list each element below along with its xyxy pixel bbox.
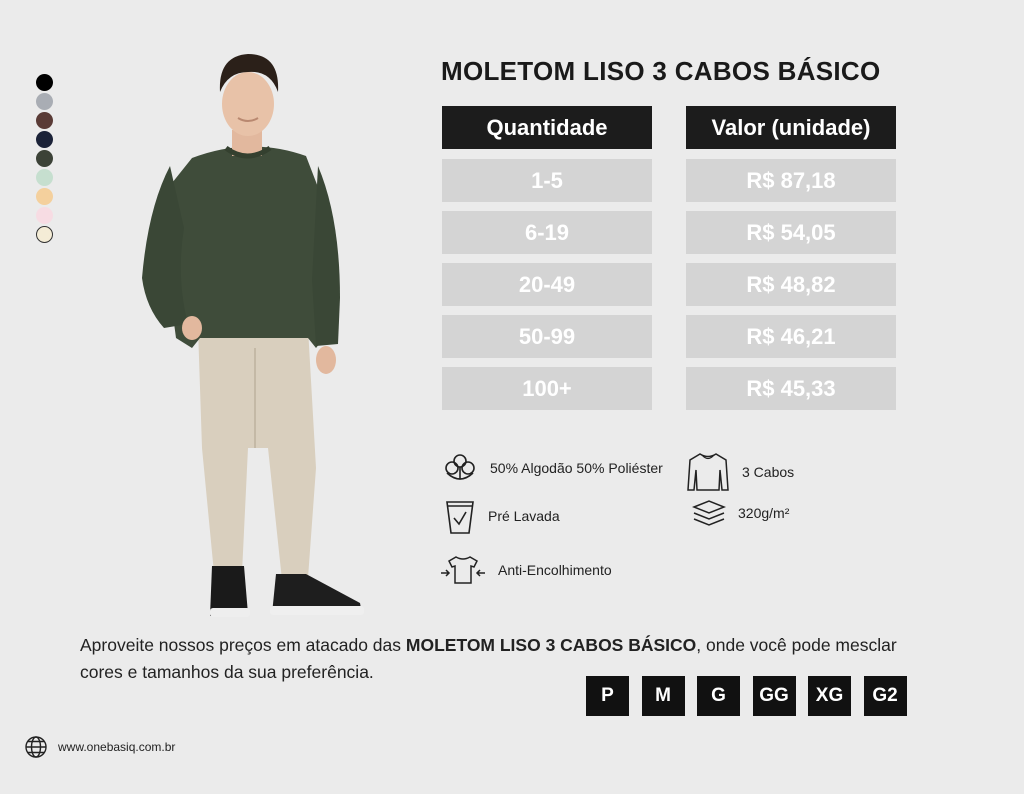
color-swatch[interactable]	[36, 74, 53, 91]
color-swatches	[36, 74, 54, 245]
layers-icon	[692, 499, 726, 527]
color-swatch[interactable]	[36, 226, 53, 243]
promo-text-end: , onde você pode mesclar cores e tamanhos da sua preferência.	[80, 635, 897, 682]
size-gg[interactable]: GG	[753, 676, 796, 716]
color-swatch[interactable]	[36, 112, 53, 129]
qty-cell: 6-19	[442, 211, 652, 254]
product-title: MOLETOM LISO 3 CABOS BÁSICO	[441, 56, 881, 86]
size-g2[interactable]: G2	[864, 676, 907, 716]
website-url[interactable]: www.onebasiq.com.br	[58, 740, 176, 754]
header-quantity: Quantidade	[442, 106, 652, 149]
size-g[interactable]: G	[697, 676, 740, 716]
feature-shrink	[440, 553, 612, 587]
color-swatch[interactable]	[36, 188, 53, 205]
feature-weight-label: 320g/m²	[738, 505, 790, 521]
qty-cell: 1-5	[442, 159, 652, 202]
feature-weight	[692, 499, 789, 527]
size-p[interactable]: P	[586, 676, 629, 716]
color-swatch[interactable]	[36, 150, 53, 167]
price-cell: R$ 87,18	[686, 159, 896, 202]
feature-washed-label: Pré Lavada	[488, 508, 560, 524]
promo-text-start: Aproveite nossos preços em atacado das	[80, 635, 406, 655]
qty-cell: 20-49	[442, 263, 652, 306]
wash-cup-icon	[444, 497, 476, 535]
sweatshirt-icon	[686, 450, 730, 494]
feature-composition-label: 50% Algodão 50% Poliéster	[490, 460, 663, 476]
price-cell: R$ 45,33	[686, 367, 896, 410]
size-xg[interactable]: XG	[808, 676, 851, 716]
color-swatch[interactable]	[36, 207, 53, 224]
header-unit-price: Valor (unidade)	[686, 106, 896, 149]
size-m[interactable]: M	[642, 676, 685, 716]
qty-cell: 100+	[442, 367, 652, 410]
size-list	[586, 676, 919, 716]
feature-cables-label: 3 Cabos	[742, 464, 795, 480]
price-cell: R$ 48,82	[686, 263, 896, 306]
footer-website[interactable]	[24, 735, 175, 759]
qty-cell: 50-99	[442, 315, 652, 358]
color-swatch[interactable]	[36, 169, 53, 186]
price-cell: R$ 54,05	[686, 211, 896, 254]
color-swatch[interactable]	[36, 93, 53, 110]
color-swatch[interactable]	[36, 131, 53, 148]
price-cell: R$ 46,21	[686, 315, 896, 358]
cotton-icon	[442, 451, 478, 485]
feature-washed	[444, 497, 560, 535]
model-photo	[130, 48, 370, 623]
promo-product-name: MOLETOM LISO 3 CABOS BÁSICO	[405, 635, 697, 655]
globe-icon	[24, 735, 48, 759]
feature-composition	[442, 451, 663, 485]
feature-cables	[686, 450, 794, 494]
feature-shrink-label: Anti-Encolhimento	[498, 562, 612, 578]
anti-shrink-tshirt-icon	[440, 553, 486, 587]
